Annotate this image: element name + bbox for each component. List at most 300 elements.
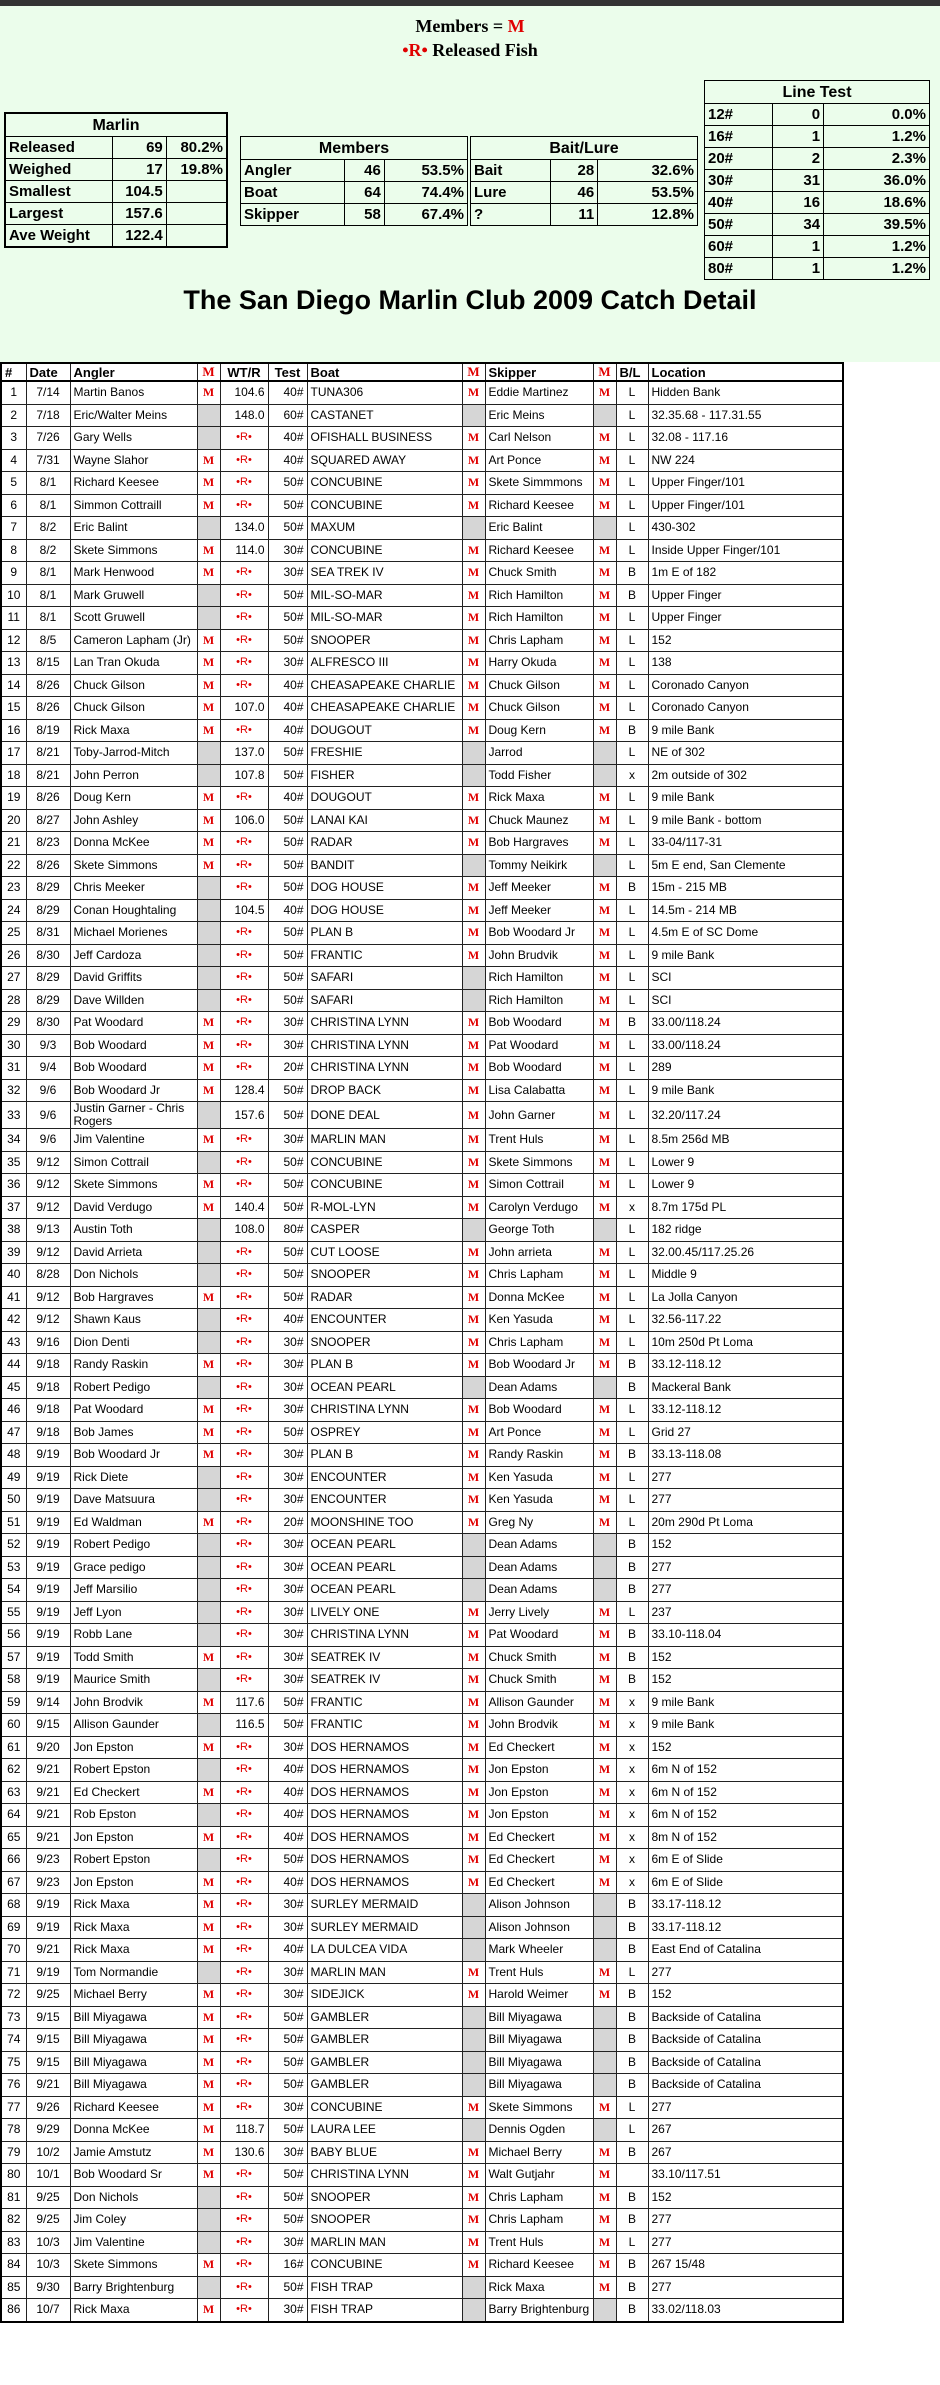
col-boat-cell: CHRISTINA LYNN: [307, 1034, 462, 1057]
col-date-cell: 9/15: [26, 2006, 70, 2029]
col-num-cell: 34: [1, 1129, 26, 1152]
table-row: [1, 494, 843, 517]
col-bait-lure-cell: B: [616, 1376, 648, 1399]
col-location-cell: Upper Finger/101: [648, 472, 843, 495]
col-skipper-cell: John Brudvik: [485, 944, 593, 967]
col-angler-member-cell: M: [197, 1057, 220, 1080]
col-date-cell: 9/13: [26, 1219, 70, 1242]
col-date-cell: 9/21: [26, 1804, 70, 1827]
col-weight-cell: •R•: [220, 1601, 268, 1624]
col-date-cell: 9/15: [26, 1714, 70, 1737]
col-angler-cell: Rick Maxa: [70, 719, 197, 742]
col-date-cell: 8/29: [26, 967, 70, 990]
col-location-cell: 15m - 215 MB: [648, 877, 843, 900]
col-boat-member-cell: M: [462, 1129, 485, 1152]
col-skipper-member-cell: M: [593, 2186, 616, 2209]
col-angler-member-cell: [197, 1759, 220, 1782]
col-boat-cell: DROP BACK: [307, 1079, 462, 1102]
col-boat-member-cell: M: [462, 2096, 485, 2119]
col-weight-cell: •R•: [220, 1057, 268, 1080]
col-boat-cell: BANDIT: [307, 854, 462, 877]
line-test-summary-pct: 1.2%: [824, 126, 930, 148]
col-angler-member-cell: M: [197, 1196, 220, 1219]
table-row: [1, 2254, 843, 2277]
col-location-cell: 138: [648, 652, 843, 675]
col-angler-member-cell: M: [197, 2029, 220, 2052]
table-row: [1, 607, 843, 630]
col-test-cell: 50#: [268, 832, 307, 855]
col-skipper-member-cell: [593, 1534, 616, 1557]
col-skipper-cell: Dean Adams: [485, 1579, 593, 1602]
col-test-cell: 30#: [268, 1444, 307, 1467]
col-num-cell: 52: [1, 1534, 26, 1557]
col-bait-lure-cell: L: [616, 381, 648, 404]
col-num-cell: 65: [1, 1826, 26, 1849]
col-angler-member-cell: M: [197, 697, 220, 720]
col-date-cell: 8/29: [26, 877, 70, 900]
col-boat-cell: RADAR: [307, 1286, 462, 1309]
col-num-cell: 8: [1, 539, 26, 562]
col-date-cell: 9/19: [26, 1511, 70, 1534]
col-boat-cell: OCEAN PEARL: [307, 1376, 462, 1399]
table-row: [1, 1714, 843, 1737]
col-boat-member-cell: M: [462, 1511, 485, 1534]
col-angler-member-cell: [197, 1556, 220, 1579]
col-weight-cell: 130.6: [220, 2141, 268, 2164]
marlin-summary-title: Marlin: [5, 113, 227, 137]
col-skipper-cell: Todd Fisher: [485, 764, 593, 787]
col-weight-cell: 134.0: [220, 517, 268, 540]
col-num-cell: 44: [1, 1354, 26, 1377]
col-location-cell: 277: [648, 1961, 843, 1984]
col-skipper-member-cell: M: [593, 1826, 616, 1849]
bait-summary-row: [471, 182, 698, 204]
col-date-cell: 9/3: [26, 1034, 70, 1057]
col-date-cell: 9/20: [26, 1736, 70, 1759]
col-boat-member-cell: M: [462, 2164, 485, 2187]
table-row: [1, 809, 843, 832]
col-skipper-cell: Alison Johnson: [485, 1894, 593, 1917]
col-boat-cell: GAMBLER: [307, 2051, 462, 2074]
col-skipper-cell: Chuck Gilson: [485, 674, 593, 697]
col-boat-member-cell: [462, 2074, 485, 2097]
col-angler-member-cell: [197, 2276, 220, 2299]
col-skipper-member-cell: M: [593, 1399, 616, 1422]
col-skipper-cell: Chuck Maunez: [485, 809, 593, 832]
col-num-cell: 70: [1, 1939, 26, 1962]
col-weight-cell: •R•: [220, 1984, 268, 2007]
col-weight-cell: •R•: [220, 832, 268, 855]
col-test-cell: 50#: [268, 854, 307, 877]
col-test-cell: 30#: [268, 1646, 307, 1669]
col-bait-lure-cell: B: [616, 2299, 648, 2322]
col-date-cell: 9/21: [26, 1826, 70, 1849]
col-boat-cell: SEATREK IV: [307, 1669, 462, 1692]
col-test-cell: 50#: [268, 1714, 307, 1737]
col-location-cell: 14.5m - 214 MB: [648, 899, 843, 922]
col-boat-member-cell: M: [462, 1399, 485, 1422]
col-boat-cell: OCEAN PEARL: [307, 1534, 462, 1557]
col-boat-member-cell: M: [462, 1444, 485, 1467]
col-skipper-member-cell: [593, 1556, 616, 1579]
col-boat-cell: SEATREK IV: [307, 1646, 462, 1669]
table-row: [1, 1826, 843, 1849]
col-bait-lure-cell: L: [616, 809, 648, 832]
line-test-summary-label: 30#: [705, 170, 773, 192]
col-date-cell: 9/18: [26, 1376, 70, 1399]
col-angler-member-cell: M: [197, 652, 220, 675]
col-skipper-member-cell: M: [593, 2254, 616, 2277]
table-row: [1, 1939, 843, 1962]
col-skipper-member-cell: M: [593, 1421, 616, 1444]
col-test-cell: 30#: [268, 1894, 307, 1917]
col-bait-lure-cell: L: [616, 1151, 648, 1174]
table-row: [1, 1399, 843, 1422]
col-location-cell: 6m N of 152: [648, 1781, 843, 1804]
line-test-summary-count: 2: [773, 148, 824, 170]
col-date-cell: 9/29: [26, 2119, 70, 2142]
col-weight-cell: •R•: [220, 629, 268, 652]
col-boat-member-cell: M: [462, 1354, 485, 1377]
col-boat-cell: PLAN B: [307, 1444, 462, 1467]
col-bait-lure-cell: B: [616, 2051, 648, 2074]
col-test-cell: 50#: [268, 2051, 307, 2074]
col-skipper-cell: Skete Simmons: [485, 2096, 593, 2119]
col-bait-lure-cell: x: [616, 1736, 648, 1759]
col-angler-member-cell: [197, 877, 220, 900]
col-test-cell: 50#: [268, 2186, 307, 2209]
col-date-cell: 9/16: [26, 1331, 70, 1354]
col-skipper-member-cell: M: [593, 2141, 616, 2164]
col-weight-cell: 148.0: [220, 404, 268, 427]
col-skipper-member-cell: M: [593, 1511, 616, 1534]
col-num-cell: 15: [1, 697, 26, 720]
col-bait-lure-cell: L: [616, 1399, 648, 1422]
line-test-summary-label: 60#: [705, 236, 773, 258]
col-date-cell: 9/21: [26, 1781, 70, 1804]
col-num-cell: 80: [1, 2164, 26, 2187]
col-angler-cell: Bob Woodard Jr: [70, 1444, 197, 1467]
col-weight-cell: •R•: [220, 1174, 268, 1197]
bait-summary-pct: 32.6%: [598, 160, 698, 182]
marlin-summary-count: 69: [112, 137, 166, 159]
col-boat-cell: DOUGOUT: [307, 787, 462, 810]
col-angler-member-cell: [197, 1714, 220, 1737]
table-row: [1, 404, 843, 427]
col-bait-lure-cell: B: [616, 562, 648, 585]
col-boat-cell: CONCUBINE: [307, 2254, 462, 2277]
col-boat-member-cell: [462, 1579, 485, 1602]
col-angler-member-cell: [197, 1331, 220, 1354]
col-test-cell: 30#: [268, 1916, 307, 1939]
col-test-cell: 40#: [268, 1939, 307, 1962]
col-num-cell: 5: [1, 472, 26, 495]
members-summary-row: [241, 182, 468, 204]
col-bait-lure-cell: L: [616, 1466, 648, 1489]
col-test-cell: 30#: [268, 1034, 307, 1057]
col-date-cell: 9/19: [26, 1669, 70, 1692]
col-weight-cell: 107.8: [220, 764, 268, 787]
col-num-cell: 54: [1, 1579, 26, 1602]
col-weight-cell: •R•: [220, 562, 268, 585]
col-test-cell: 50#: [268, 2006, 307, 2029]
col-date-cell: 9/12: [26, 1151, 70, 1174]
col-weight-cell: •R•: [220, 1444, 268, 1467]
col-angler-cell: Simmon Cottraill: [70, 494, 197, 517]
col-skipper-member-cell: M: [593, 1444, 616, 1467]
line-test-summary-label: 80#: [705, 258, 773, 280]
col-boat-cell: SQUARED AWAY: [307, 449, 462, 472]
members-summary-count: 58: [345, 204, 385, 226]
col-skipper-header: Skipper: [485, 363, 593, 381]
bait-summary-table: [470, 136, 698, 226]
col-test-cell: 30#: [268, 539, 307, 562]
col-location-cell: 152: [648, 1984, 843, 2007]
col-skipper-member-cell: M: [593, 989, 616, 1012]
col-skipper-cell: Ed Checkert: [485, 1736, 593, 1759]
col-angler-cell: Randy Raskin: [70, 1354, 197, 1377]
col-bait-lure-cell: L: [616, 539, 648, 562]
col-date-cell: 9/12: [26, 1309, 70, 1332]
col-weight-cell: •R•: [220, 1556, 268, 1579]
col-skipper-cell: Chris Lapham: [485, 1331, 593, 1354]
col-boat-cell: PLAN B: [307, 1354, 462, 1377]
line-test-summary-pct: 0.0%: [824, 104, 930, 126]
col-boat-cell: SAFARI: [307, 967, 462, 990]
col-location-cell: 4.5m E of SC Dome: [648, 922, 843, 945]
col-location-cell: Inside Upper Finger/101: [648, 539, 843, 562]
col-bait-lure-cell: x: [616, 1826, 648, 1849]
members-summary-pct: 74.4%: [384, 182, 467, 204]
col-angler-cell: Bob Woodard Sr: [70, 2164, 197, 2187]
col-location-cell: 9 mile Bank: [648, 1714, 843, 1737]
members-summary-count: 64: [345, 182, 385, 204]
col-num-cell: 74: [1, 2029, 26, 2052]
col-test-cell: 50#: [268, 1421, 307, 1444]
col-angler-member-cell: M: [197, 1871, 220, 1894]
col-angler-member-cell: [197, 1466, 220, 1489]
col-boat-cell: DOG HOUSE: [307, 877, 462, 900]
col-angler-cell: Scott Gruwell: [70, 607, 197, 630]
col-boat-member-cell: M: [462, 787, 485, 810]
col-location-cell: 6m N of 152: [648, 1759, 843, 1782]
col-angler-member-cell: [197, 1376, 220, 1399]
col-skipper-cell: Jarrod: [485, 742, 593, 765]
table-row: [1, 584, 843, 607]
col-bait-lure-cell: B: [616, 877, 648, 900]
col-skipper-cell: Dean Adams: [485, 1534, 593, 1557]
col-skipper-cell: Chuck Smith: [485, 1669, 593, 1692]
col-angler-member-cell: M: [197, 2164, 220, 2187]
col-date-cell: 9/25: [26, 2186, 70, 2209]
col-bait-lure-cell: L: [616, 517, 648, 540]
marlin-summary-row: [5, 225, 227, 248]
col-angler-cell: Bob Hargraves: [70, 1286, 197, 1309]
line-test-summary-count: 1: [773, 236, 824, 258]
col-boat-header: Boat: [307, 363, 462, 381]
col-test-cell: 50#: [268, 989, 307, 1012]
col-bait-lure-cell: B: [616, 1444, 648, 1467]
col-angler-member-cell: [197, 1309, 220, 1332]
col-num-cell: 20: [1, 809, 26, 832]
col-weight-cell: •R•: [220, 1804, 268, 1827]
col-skipper-cell: Chuck Smith: [485, 1646, 593, 1669]
col-angler-member-cell: [197, 899, 220, 922]
col-skipper-member-cell: M: [593, 1781, 616, 1804]
col-date-cell: 8/1: [26, 607, 70, 630]
col-skipper-member-cell: [593, 2051, 616, 2074]
col-angler-cell: Wayne Slahor: [70, 449, 197, 472]
col-skipper-member-cell: M: [593, 2096, 616, 2119]
col-bait-lure-cell: B: [616, 2029, 648, 2052]
col-bait-lure-cell: L: [616, 697, 648, 720]
col-boat-member-cell: [462, 404, 485, 427]
col-date-cell: 10/7: [26, 2299, 70, 2322]
col-boat-member-cell: M: [462, 1646, 485, 1669]
col-test-cell: 40#: [268, 1804, 307, 1827]
col-skipper-cell: Chris Lapham: [485, 1264, 593, 1287]
col-angler-member-cell: M: [197, 1916, 220, 1939]
col-num-cell: 14: [1, 674, 26, 697]
col-test-cell: 30#: [268, 1556, 307, 1579]
table-row: [1, 2051, 843, 2074]
col-boat-member-cell: M: [462, 2231, 485, 2254]
marlin-summary-count: 122.4: [112, 225, 166, 248]
col-boat-cell: BABY BLUE: [307, 2141, 462, 2164]
col-test-cell: 30#: [268, 1489, 307, 1512]
table-row: [1, 1961, 843, 1984]
col-skipper-member-cell: M: [593, 1849, 616, 1872]
col-skipper-cell: Jeff Meeker: [485, 877, 593, 900]
col-angler-member-cell: M: [197, 2006, 220, 2029]
table-row: [1, 1331, 843, 1354]
col-angler-cell: Skete Simmons: [70, 854, 197, 877]
col-angler-cell: Simon Cottrail: [70, 1151, 197, 1174]
col-skipper-cell: Chris Lapham: [485, 629, 593, 652]
table-row: [1, 652, 843, 675]
col-test-cell: 30#: [268, 1012, 307, 1035]
col-location-cell: 8.5m 256d MB: [648, 1129, 843, 1152]
col-bait-lure-cell: B: [616, 2074, 648, 2097]
col-skipper-member-cell: M: [593, 449, 616, 472]
line-test-summary-pct: 2.3%: [824, 148, 930, 170]
col-angler-cell: Robert Epston: [70, 1849, 197, 1872]
col-boat-cell: FRESHIE: [307, 742, 462, 765]
col-boat-member-cell: M: [462, 449, 485, 472]
line-test-summary-label: 50#: [705, 214, 773, 236]
marlin-summary-pct: [166, 225, 227, 248]
col-boat-member-cell: M: [462, 1781, 485, 1804]
col-test-cell: 50#: [268, 1174, 307, 1197]
col-bait-lure-cell: L: [616, 1102, 648, 1129]
col-location-cell: Upper Finger: [648, 607, 843, 630]
col-angler-cell: Ed Waldman: [70, 1511, 197, 1534]
col-skipper-cell: Art Ponce: [485, 1421, 593, 1444]
table-row: [1, 1736, 843, 1759]
col-boat-member-cell: [462, 742, 485, 765]
col-weight-cell: •R•: [220, 2006, 268, 2029]
col-boat-cell: DOS HERNAMOS: [307, 1759, 462, 1782]
col-boat-cell: CONCUBINE: [307, 494, 462, 517]
col-bait-lure-cell: L: [616, 742, 648, 765]
col-location-cell: Lower 9: [648, 1174, 843, 1197]
col-location-header: Location: [648, 363, 843, 381]
table-header-row: [1, 363, 843, 381]
col-skipper-member-cell: M: [593, 652, 616, 675]
col-location-cell: 152: [648, 1736, 843, 1759]
col-bait-lure-cell: L: [616, 607, 648, 630]
col-boat-cell: DOS HERNAMOS: [307, 1804, 462, 1827]
col-weight-cell: •R•: [220, 1286, 268, 1309]
col-weight-cell: •R•: [220, 1939, 268, 1962]
col-angler-member-cell: [197, 922, 220, 945]
col-boat-member-cell: M: [462, 899, 485, 922]
col-boat-member-cell: M: [462, 1264, 485, 1287]
col-location-cell: Backside of Catalina: [648, 2006, 843, 2029]
col-skipper-cell: Eric Meins: [485, 404, 593, 427]
col-bait-lure-cell: L: [616, 1079, 648, 1102]
col-date-cell: 8/1: [26, 584, 70, 607]
col-weight-cell: •R•: [220, 1894, 268, 1917]
col-angler-member-cell: M: [197, 1646, 220, 1669]
col-weight-cell: •R•: [220, 2299, 268, 2322]
col-bait-lure-cell: B: [616, 2186, 648, 2209]
col-weight-cell: •R•: [220, 1759, 268, 1782]
col-angler-member-cell: M: [197, 1012, 220, 1035]
col-location-cell: 32.08 - 117.16: [648, 427, 843, 450]
col-angler-cell: Dave Matsuura: [70, 1489, 197, 1512]
col-boat-member-cell: M: [462, 2209, 485, 2232]
col-weight-cell: •R•: [220, 2209, 268, 2232]
col-boat-cell: CHRISTINA LYNN: [307, 1012, 462, 1035]
col-boat-member-cell: M: [462, 1826, 485, 1849]
col-bait-lure-cell: B: [616, 1012, 648, 1035]
col-skipper-cell: Bob Woodard: [485, 1399, 593, 1422]
col-boat-cell: DOS HERNAMOS: [307, 1781, 462, 1804]
col-date-cell: 9/25: [26, 2209, 70, 2232]
col-boat-cell: SEA TREK IV: [307, 562, 462, 585]
col-date-cell: 8/21: [26, 764, 70, 787]
col-test-cell: 50#: [268, 2119, 307, 2142]
col-weight-cell: •R•: [220, 1781, 268, 1804]
col-date-cell: 8/30: [26, 944, 70, 967]
col-location-cell: Coronado Canyon: [648, 674, 843, 697]
col-weight-cell: •R•: [220, 1579, 268, 1602]
col-skipper-member-cell: [593, 854, 616, 877]
col-num-cell: 55: [1, 1601, 26, 1624]
col-bait-lure-cell: x: [616, 1871, 648, 1894]
col-location-cell: 277: [648, 1556, 843, 1579]
col-skipper-member-cell: M: [593, 1624, 616, 1647]
col-test-cell: 40#: [268, 449, 307, 472]
col-boat-member-cell: [462, 1534, 485, 1557]
col-location-cell: 32.56-117.22: [648, 1309, 843, 1332]
col-angler-cell: Tom Normandie: [70, 1961, 197, 1984]
col-skipper-cell: Simon Cottrail: [485, 1174, 593, 1197]
col-angler-member-cell: M: [197, 1444, 220, 1467]
col-date-cell: 8/29: [26, 989, 70, 1012]
col-angler-member-cell: M: [197, 1736, 220, 1759]
col-location-cell: 33.02/118.03: [648, 2299, 843, 2322]
col-bait-lure-cell: L: [616, 1286, 648, 1309]
table-row: [1, 381, 843, 404]
col-test-cell: 16#: [268, 2254, 307, 2277]
col-angler-cell: Maurice Smith: [70, 1669, 197, 1692]
col-boat-cell: RADAR: [307, 832, 462, 855]
col-num-cell: 32: [1, 1079, 26, 1102]
col-skipper-member-cell: M: [593, 809, 616, 832]
col-angler-member-cell: [197, 1219, 220, 1242]
